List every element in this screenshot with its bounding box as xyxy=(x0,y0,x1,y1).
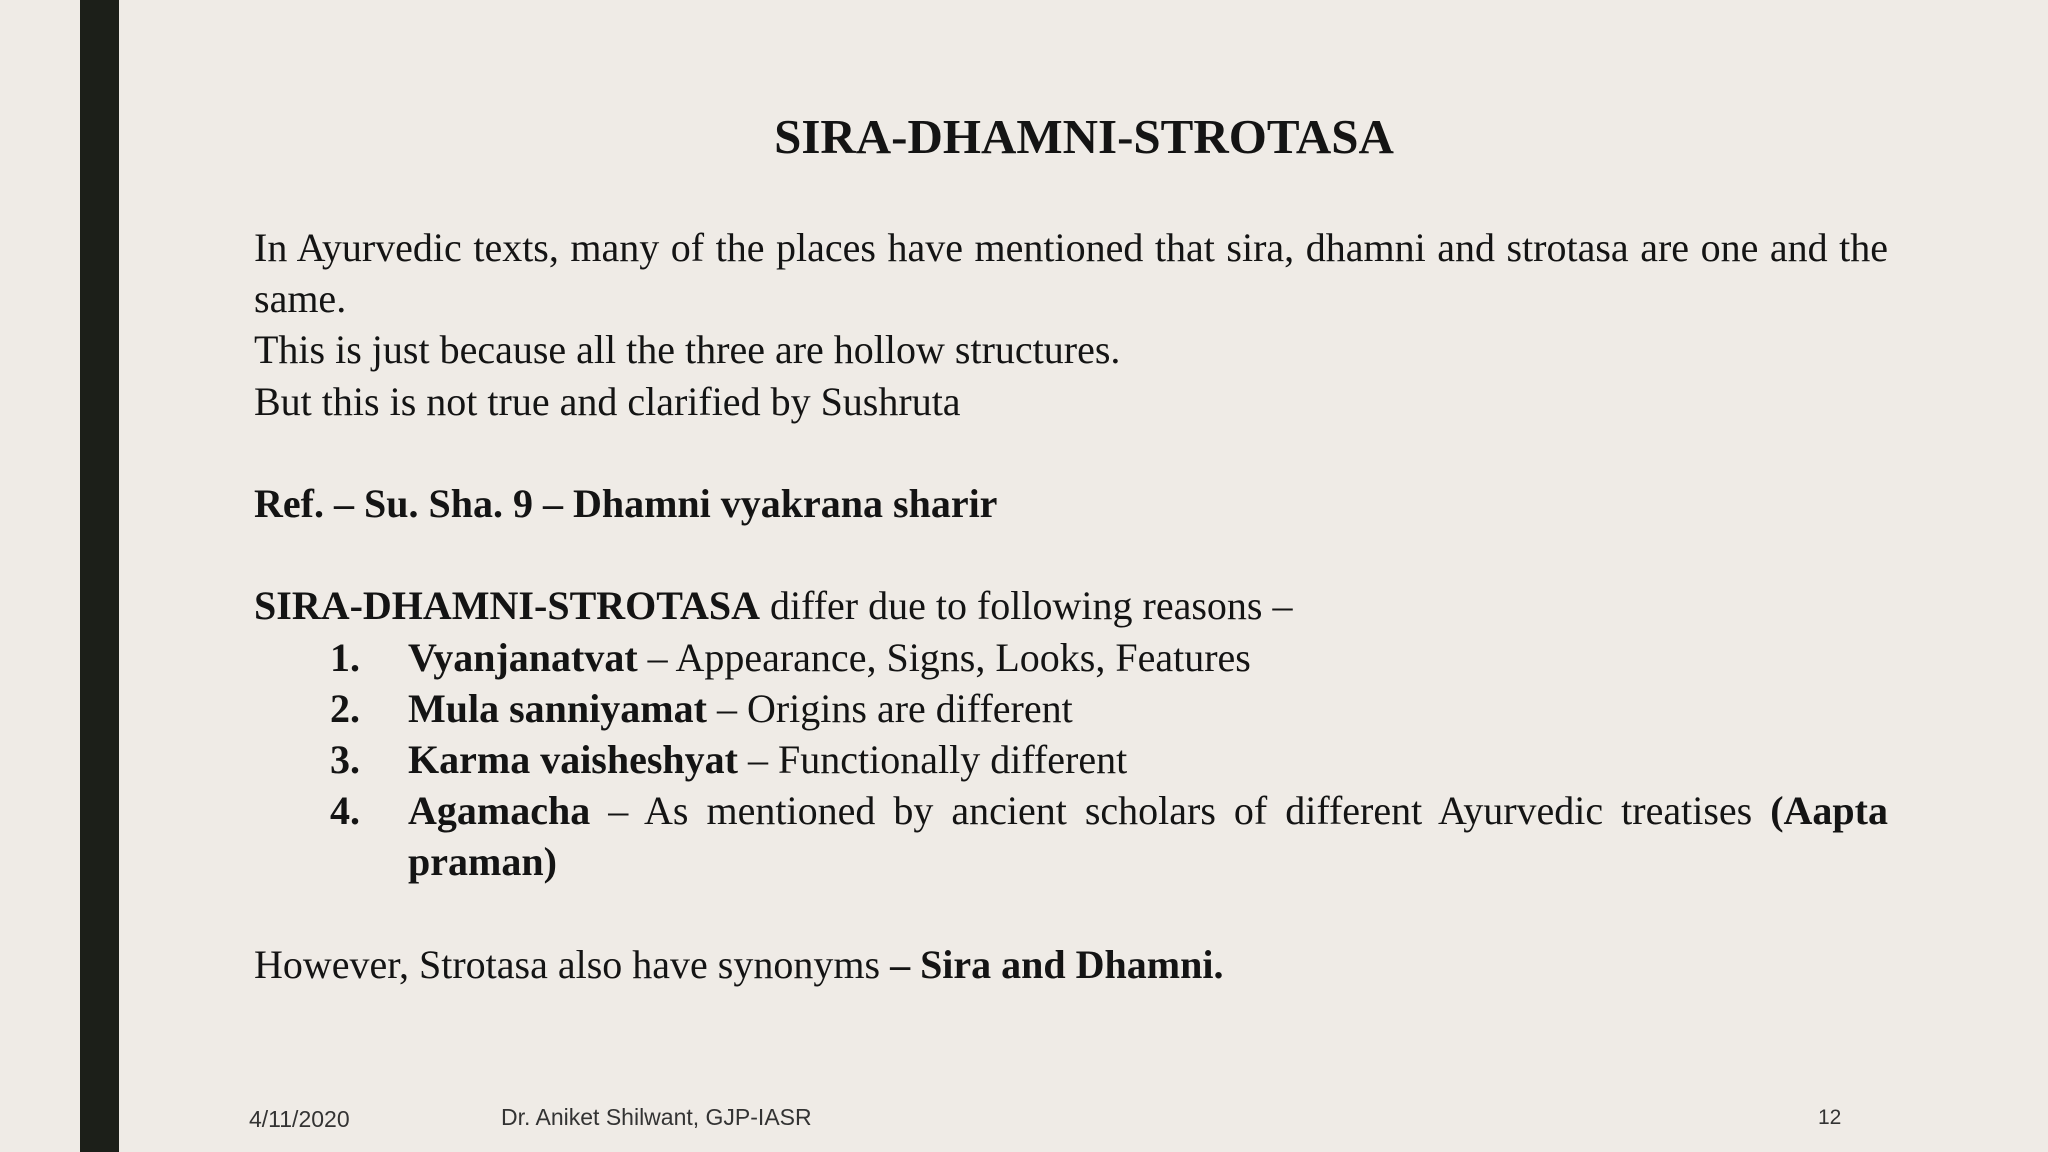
spacer xyxy=(254,888,1888,939)
conclusion-line xyxy=(254,939,1888,990)
list-item-text xyxy=(408,683,1888,734)
list-item-desc: – As mentioned by ancient scholars of different Ayurvedic treatises xyxy=(590,788,1771,834)
list-item-number: 2. xyxy=(330,685,360,731)
slide-title-text: SIRA-DHAMNI-STROTASA xyxy=(774,109,1394,164)
list-item xyxy=(254,683,1888,734)
intro-line-3: But this is not true and clarified by Sushruta xyxy=(254,378,961,424)
reasons-heading-text: differ due to following reasons – xyxy=(759,583,1293,629)
spacer xyxy=(254,529,1888,580)
spacer xyxy=(254,427,1888,478)
list-item xyxy=(254,734,1888,785)
list-item-number: 3. xyxy=(330,737,360,782)
list-item-number: 1. xyxy=(330,634,360,680)
list-item-desc: – Functionally different xyxy=(738,737,1128,782)
reasons-heading xyxy=(254,580,1888,631)
list-item-term: Karma vaisheshyat xyxy=(408,737,738,782)
reference-line: Ref. – Su. Sha. 9 – Dhamni vyakrana sharir xyxy=(254,481,998,526)
accent-bar xyxy=(80,0,119,1152)
footer-author: Dr. Aniket Shilwant, GJP-IASR xyxy=(501,1104,812,1130)
intro-line-2: This is just because all the three are hollow structures. xyxy=(254,327,1121,373)
conclusion-text: However, Strotasa also have synonyms xyxy=(254,941,891,987)
list-item-term: Mula sanniyamat xyxy=(408,685,707,731)
list-item-term: Vyanjanatvat xyxy=(408,634,638,680)
conclusion-emphasis: – Sira and Dhamni. xyxy=(890,941,1224,987)
list-item-term: Agamacha xyxy=(408,788,591,834)
list-item-text xyxy=(408,734,1888,785)
intro-paragraph: In Ayurvedic texts, many of the places have mentioned that sira, dhamni and strotasa are one and the same. xyxy=(254,225,1888,322)
footer-date: 4/11/2020 xyxy=(249,1106,350,1132)
slide-title xyxy=(120,108,2048,165)
list-item-extra: (Aapta praman) xyxy=(408,788,1888,885)
list-item-desc: – Appearance, Signs, Looks, Features xyxy=(637,634,1251,680)
list-item xyxy=(254,632,1888,683)
list-item-number: 4. xyxy=(330,788,360,834)
list-item-desc: – Origins are different xyxy=(706,685,1073,731)
page-number: 12 xyxy=(1818,1106,1842,1129)
list-item-text xyxy=(408,785,1888,887)
slide-body xyxy=(254,222,1888,990)
reasons-heading-term: SIRA-DHAMNI-STROTASA xyxy=(254,583,760,629)
reasons-list xyxy=(254,632,1888,888)
list-item-text xyxy=(408,632,1888,683)
list-item xyxy=(254,785,1888,887)
